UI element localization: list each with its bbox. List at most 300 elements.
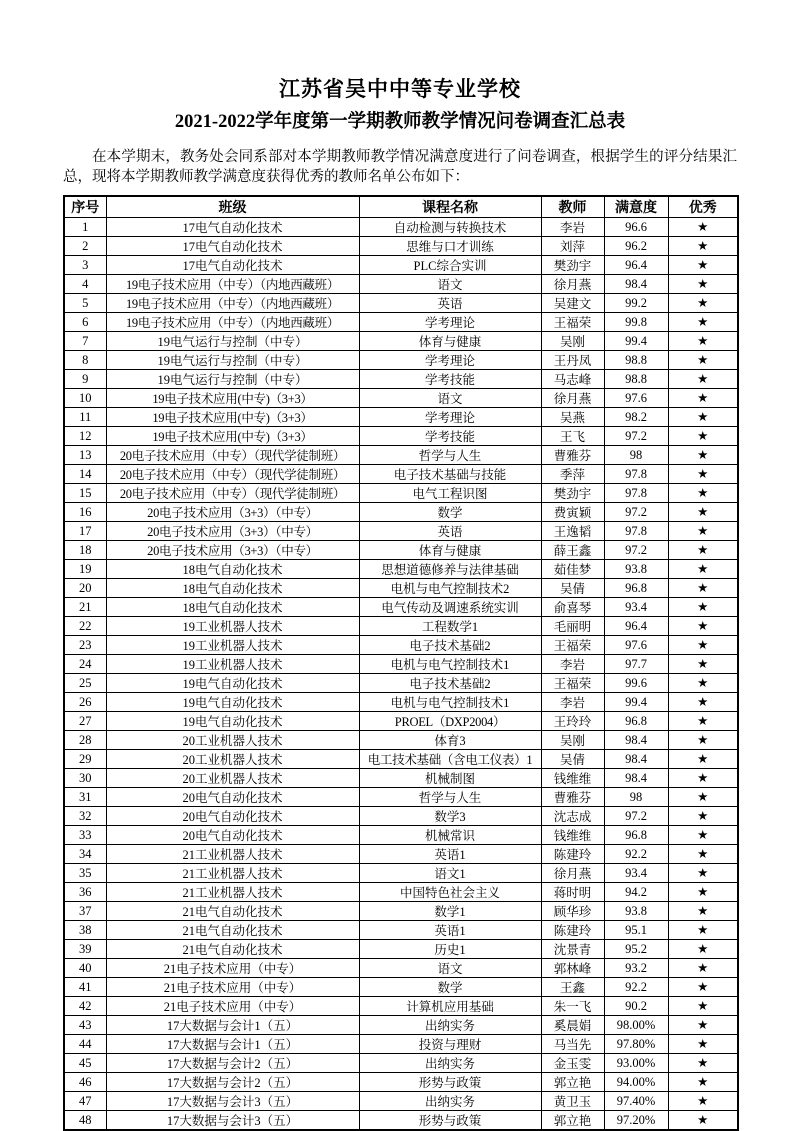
course-cell: 英语1 xyxy=(359,921,541,940)
score-cell: 98 xyxy=(604,788,668,807)
table-row xyxy=(64,351,738,370)
table-row xyxy=(64,674,738,693)
table-row xyxy=(64,332,738,351)
teacher-cell: 蒋时明 xyxy=(541,883,604,902)
class-cell: 19电气自动化技术 xyxy=(106,712,359,731)
score-cell: 96.8 xyxy=(604,712,668,731)
excellent-star: ★ xyxy=(668,446,738,465)
teacher-cell: 郭立艳 xyxy=(541,1111,604,1131)
class-cell: 19电子技术应用(中专)（3+3） xyxy=(106,427,359,446)
table-row xyxy=(64,275,738,294)
excellent-star: ★ xyxy=(668,503,738,522)
class-cell: 17大数据与会计2（五） xyxy=(106,1073,359,1092)
score-cell: 97.8 xyxy=(604,484,668,503)
excellent-star: ★ xyxy=(668,237,738,256)
excellent-star: ★ xyxy=(668,275,738,294)
score-cell: 97.20% xyxy=(604,1111,668,1131)
class-cell: 20电子技术应用（3+3）（中专） xyxy=(106,503,359,522)
table-row xyxy=(64,978,738,997)
class-cell: 19电气运行与控制（中专） xyxy=(106,351,359,370)
row-number-cell: 25 xyxy=(64,674,106,693)
excellent-star: ★ xyxy=(668,959,738,978)
row-number-cell: 1 xyxy=(64,218,106,237)
table-row xyxy=(64,1092,738,1111)
teacher-cell: 李岩 xyxy=(541,693,604,712)
row-number-cell: 15 xyxy=(64,484,106,503)
row-number-cell: 26 xyxy=(64,693,106,712)
row-number-cell: 45 xyxy=(64,1054,106,1073)
score-cell: 93.4 xyxy=(604,598,668,617)
teacher-cell: 王飞 xyxy=(541,427,604,446)
row-number-cell: 33 xyxy=(64,826,106,845)
teacher-cell: 季萍 xyxy=(541,465,604,484)
class-cell: 17大数据与会计1（五） xyxy=(106,1035,359,1054)
score-cell: 96.8 xyxy=(604,579,668,598)
table-row xyxy=(64,693,738,712)
table-row xyxy=(64,1111,738,1131)
excellent-star: ★ xyxy=(668,313,738,332)
class-cell: 17大数据与会计3（五） xyxy=(106,1111,359,1131)
score-cell: 98.2 xyxy=(604,408,668,427)
score-cell: 97.6 xyxy=(604,389,668,408)
excellent-star: ★ xyxy=(668,902,738,921)
excellent-star: ★ xyxy=(668,351,738,370)
row-number-cell: 48 xyxy=(64,1111,106,1131)
row-number-cell: 35 xyxy=(64,864,106,883)
teacher-cell: 茹佳梦 xyxy=(541,560,604,579)
course-cell: 学考技能 xyxy=(359,370,541,389)
course-cell: 英语 xyxy=(359,294,541,313)
score-cell: 99.4 xyxy=(604,332,668,351)
course-cell: 数学 xyxy=(359,978,541,997)
row-number-cell: 14 xyxy=(64,465,106,484)
teacher-cell: 王福荣 xyxy=(541,674,604,693)
row-number-cell: 17 xyxy=(64,522,106,541)
excellent-star: ★ xyxy=(668,370,738,389)
teacher-cell: 徐月燕 xyxy=(541,864,604,883)
table-row xyxy=(64,256,738,275)
score-cell: 93.4 xyxy=(604,864,668,883)
teacher-cell: 徐月燕 xyxy=(541,389,604,408)
table-row xyxy=(64,712,738,731)
teacher-cell: 黄卫玉 xyxy=(541,1092,604,1111)
excellent-star: ★ xyxy=(668,1111,738,1131)
class-cell: 19电子技术应用（中专）（内地西藏班） xyxy=(106,313,359,332)
score-cell: 98.8 xyxy=(604,370,668,389)
teacher-cell: 顾华珍 xyxy=(541,902,604,921)
header-course: 课程名称 xyxy=(359,196,541,218)
excellent-star: ★ xyxy=(668,579,738,598)
teacher-cell: 李岩 xyxy=(541,218,604,237)
table-row xyxy=(64,1035,738,1054)
excellent-star: ★ xyxy=(668,845,738,864)
excellent-star: ★ xyxy=(668,921,738,940)
table-row xyxy=(64,579,738,598)
row-number-cell: 46 xyxy=(64,1073,106,1092)
class-cell: 19电气自动化技术 xyxy=(106,674,359,693)
row-number-cell: 2 xyxy=(64,237,106,256)
course-cell: 投资与理财 xyxy=(359,1035,541,1054)
course-cell: 电工技术基础（含电工仪表）1 xyxy=(359,750,541,769)
row-number-cell: 34 xyxy=(64,845,106,864)
table-row xyxy=(64,883,738,902)
score-cell: 99.6 xyxy=(604,674,668,693)
excellent-star: ★ xyxy=(668,940,738,959)
excellent-star: ★ xyxy=(668,788,738,807)
course-cell: 哲学与人生 xyxy=(359,446,541,465)
course-cell: 电气工程识图 xyxy=(359,484,541,503)
class-cell: 17大数据与会计1（五） xyxy=(106,1016,359,1035)
excellent-star: ★ xyxy=(668,427,738,446)
table-row xyxy=(64,1073,738,1092)
class-cell: 19工业机器人技术 xyxy=(106,636,359,655)
course-cell: 数学 xyxy=(359,503,541,522)
course-cell: 英语1 xyxy=(359,845,541,864)
class-cell: 21电气自动化技术 xyxy=(106,940,359,959)
course-cell: 自动检测与转换技术 xyxy=(359,218,541,237)
table-row xyxy=(64,560,738,579)
excellent-star: ★ xyxy=(668,864,738,883)
class-cell: 19电气运行与控制（中专） xyxy=(106,370,359,389)
class-cell: 20工业机器人技术 xyxy=(106,750,359,769)
course-cell: 体育与健康 xyxy=(359,332,541,351)
course-cell: 出纳实务 xyxy=(359,1016,541,1035)
score-cell: 96.2 xyxy=(604,237,668,256)
course-cell: 语文 xyxy=(359,389,541,408)
table-row xyxy=(64,408,738,427)
teacher-cell: 马当先 xyxy=(541,1035,604,1054)
course-cell: 电机与电气控制技术1 xyxy=(359,655,541,674)
class-cell: 19电子技术应用（中专）（内地西藏班） xyxy=(106,294,359,313)
table-row xyxy=(64,427,738,446)
table-row xyxy=(64,541,738,560)
score-cell: 97.8 xyxy=(604,522,668,541)
score-cell: 97.8 xyxy=(604,465,668,484)
excellent-star: ★ xyxy=(668,294,738,313)
excellent-star: ★ xyxy=(668,997,738,1016)
excellent-star: ★ xyxy=(668,408,738,427)
teacher-cell: 吴建文 xyxy=(541,294,604,313)
table-row xyxy=(64,959,738,978)
excellent-star: ★ xyxy=(668,598,738,617)
excellent-star: ★ xyxy=(668,1016,738,1035)
score-cell: 98.4 xyxy=(604,275,668,294)
course-cell: 思想道德修养与法律基础 xyxy=(359,560,541,579)
table-row xyxy=(64,484,738,503)
course-cell: 历史1 xyxy=(359,940,541,959)
course-cell: 语文 xyxy=(359,959,541,978)
table-row xyxy=(64,465,738,484)
score-cell: 95.2 xyxy=(604,940,668,959)
excellent-star: ★ xyxy=(668,693,738,712)
score-cell: 99.2 xyxy=(604,294,668,313)
row-number-cell: 29 xyxy=(64,750,106,769)
row-number-cell: 47 xyxy=(64,1092,106,1111)
row-number-cell: 4 xyxy=(64,275,106,294)
table-row xyxy=(64,446,738,465)
score-cell: 96.8 xyxy=(604,826,668,845)
course-cell: 数学1 xyxy=(359,902,541,921)
score-cell: 97.2 xyxy=(604,807,668,826)
class-cell: 17大数据与会计2（五） xyxy=(106,1054,359,1073)
score-cell: 98.00% xyxy=(604,1016,668,1035)
row-number-cell: 18 xyxy=(64,541,106,560)
row-number-cell: 41 xyxy=(64,978,106,997)
row-number-cell: 16 xyxy=(64,503,106,522)
score-cell: 98 xyxy=(604,446,668,465)
row-number-cell: 13 xyxy=(64,446,106,465)
course-cell: 出纳实务 xyxy=(359,1054,541,1073)
teacher-cell: 费寅颖 xyxy=(541,503,604,522)
course-cell: 电机与电气控制技术2 xyxy=(359,579,541,598)
page-title: 江苏省吴中中等专业学校 xyxy=(279,77,521,101)
table-row xyxy=(64,864,738,883)
score-cell: 98.8 xyxy=(604,351,668,370)
class-cell: 20电子技术应用（中专）（现代学徒制班） xyxy=(106,446,359,465)
course-cell: 英语 xyxy=(359,522,541,541)
teacher-cell: 奚晨娟 xyxy=(541,1016,604,1035)
table-row xyxy=(64,769,738,788)
excellent-star: ★ xyxy=(668,674,738,693)
row-number-cell: 11 xyxy=(64,408,106,427)
course-cell: PROEL（DXP2004） xyxy=(359,712,541,731)
excellent-star: ★ xyxy=(668,750,738,769)
class-cell: 21工业机器人技术 xyxy=(106,845,359,864)
row-number-cell: 10 xyxy=(64,389,106,408)
table-row xyxy=(64,389,738,408)
excellent-star: ★ xyxy=(668,332,738,351)
class-cell: 20工业机器人技术 xyxy=(106,769,359,788)
score-cell: 94.2 xyxy=(604,883,668,902)
table-row xyxy=(64,503,738,522)
teacher-cell: 王福荣 xyxy=(541,636,604,655)
class-cell: 18电气自动化技术 xyxy=(106,560,359,579)
row-number-cell: 24 xyxy=(64,655,106,674)
row-number-cell: 7 xyxy=(64,332,106,351)
class-cell: 19电气运行与控制（中专） xyxy=(106,332,359,351)
score-cell: 94.00% xyxy=(604,1073,668,1092)
table-row xyxy=(64,655,738,674)
table-row xyxy=(64,997,738,1016)
class-cell: 19电气自动化技术 xyxy=(106,693,359,712)
class-cell: 20电气自动化技术 xyxy=(106,826,359,845)
row-number-cell: 27 xyxy=(64,712,106,731)
class-cell: 21工业机器人技术 xyxy=(106,864,359,883)
course-cell: 中国特色社会主义 xyxy=(359,883,541,902)
excellent-star: ★ xyxy=(668,978,738,997)
table-row xyxy=(64,1016,738,1035)
teacher-cell: 吴刚 xyxy=(541,731,604,750)
excellent-star: ★ xyxy=(668,218,738,237)
header-score: 满意度 xyxy=(604,196,668,218)
score-cell: 93.8 xyxy=(604,902,668,921)
table-row xyxy=(64,1054,738,1073)
teacher-cell: 王福荣 xyxy=(541,313,604,332)
excellent-star: ★ xyxy=(668,465,738,484)
class-cell: 19工业机器人技术 xyxy=(106,655,359,674)
course-cell: 电子技术基础2 xyxy=(359,636,541,655)
score-cell: 95.1 xyxy=(604,921,668,940)
table-row xyxy=(64,313,738,332)
teacher-cell: 王玲玲 xyxy=(541,712,604,731)
teacher-cell: 徐月燕 xyxy=(541,275,604,294)
excellent-star: ★ xyxy=(668,522,738,541)
teacher-cell: 金玉雯 xyxy=(541,1054,604,1073)
score-cell: 92.2 xyxy=(604,845,668,864)
row-number-cell: 5 xyxy=(64,294,106,313)
teacher-cell: 沈志成 xyxy=(541,807,604,826)
teacher-cell: 李岩 xyxy=(541,655,604,674)
header-class: 班级 xyxy=(106,196,359,218)
header-excellent: 优秀 xyxy=(668,196,738,218)
teacher-cell: 钱维维 xyxy=(541,769,604,788)
class-cell: 20电气自动化技术 xyxy=(106,807,359,826)
table-row xyxy=(64,598,738,617)
class-cell: 21电子技术应用（中专） xyxy=(106,997,359,1016)
course-cell: 思维与口才训练 xyxy=(359,237,541,256)
excellent-star: ★ xyxy=(668,256,738,275)
score-cell: 97.2 xyxy=(604,541,668,560)
score-cell: 97.7 xyxy=(604,655,668,674)
teacher-cell: 陈建玲 xyxy=(541,921,604,940)
class-cell: 21电气自动化技术 xyxy=(106,902,359,921)
row-number-cell: 20 xyxy=(64,579,106,598)
teacher-cell: 吴倩 xyxy=(541,750,604,769)
score-cell: 98.4 xyxy=(604,769,668,788)
course-cell: 学考技能 xyxy=(359,427,541,446)
row-number-cell: 31 xyxy=(64,788,106,807)
class-cell: 21电子技术应用（中专） xyxy=(106,959,359,978)
course-cell: 体育3 xyxy=(359,731,541,750)
score-cell: 97.2 xyxy=(604,427,668,446)
course-cell: 机械制图 xyxy=(359,769,541,788)
course-cell: 形势与政策 xyxy=(359,1111,541,1131)
teacher-cell: 钱维维 xyxy=(541,826,604,845)
table-row xyxy=(64,750,738,769)
class-cell: 21电气自动化技术 xyxy=(106,921,359,940)
excellent-star: ★ xyxy=(668,484,738,503)
table-row xyxy=(64,522,738,541)
teacher-cell: 俞喜琴 xyxy=(541,598,604,617)
table-row xyxy=(64,218,738,237)
row-number-cell: 44 xyxy=(64,1035,106,1054)
excellent-star: ★ xyxy=(668,712,738,731)
table-row xyxy=(64,902,738,921)
teacher-cell: 樊劲宇 xyxy=(541,256,604,275)
row-number-cell: 21 xyxy=(64,598,106,617)
teacher-cell: 吴刚 xyxy=(541,332,604,351)
results-table xyxy=(63,195,739,1131)
results-table-body xyxy=(64,218,738,1131)
score-cell: 96.4 xyxy=(604,617,668,636)
score-cell: 97.40% xyxy=(604,1092,668,1111)
class-cell: 18电气自动化技术 xyxy=(106,598,359,617)
course-cell: 数学3 xyxy=(359,807,541,826)
row-number-cell: 43 xyxy=(64,1016,106,1035)
page-subtitle: 2021-2022学年度第一学期教师教学情况问卷调查汇总表 xyxy=(174,112,626,132)
row-number-cell: 36 xyxy=(64,883,106,902)
header-row xyxy=(64,196,738,218)
table-row xyxy=(64,826,738,845)
row-number-cell: 39 xyxy=(64,940,106,959)
class-cell: 20电子技术应用（3+3）（中专） xyxy=(106,522,359,541)
table-row xyxy=(64,617,738,636)
class-cell: 17电气自动化技术 xyxy=(106,237,359,256)
excellent-star: ★ xyxy=(668,636,738,655)
course-cell: 出纳实务 xyxy=(359,1092,541,1111)
table-row xyxy=(64,940,738,959)
table-row xyxy=(64,636,738,655)
teacher-cell: 王丹凤 xyxy=(541,351,604,370)
excellent-star: ★ xyxy=(668,560,738,579)
table-row xyxy=(64,237,738,256)
course-cell: 哲学与人生 xyxy=(359,788,541,807)
course-cell: PLC综合实训 xyxy=(359,256,541,275)
class-cell: 20电子技术应用（中专）（现代学徒制班） xyxy=(106,465,359,484)
teacher-cell: 郭立艳 xyxy=(541,1073,604,1092)
class-cell: 20电子技术应用（3+3）（中专） xyxy=(106,541,359,560)
excellent-star: ★ xyxy=(668,826,738,845)
table-row xyxy=(64,845,738,864)
score-cell: 99.4 xyxy=(604,693,668,712)
excellent-star: ★ xyxy=(668,389,738,408)
teacher-cell: 朱一飞 xyxy=(541,997,604,1016)
course-cell: 电子技术基础2 xyxy=(359,674,541,693)
course-cell: 计算机应用基础 xyxy=(359,997,541,1016)
teacher-cell: 马志峰 xyxy=(541,370,604,389)
score-cell: 98.4 xyxy=(604,731,668,750)
class-cell: 19电子技术应用(中专)（3+3） xyxy=(106,408,359,427)
course-cell: 电气传动及调速系统实训 xyxy=(359,598,541,617)
teacher-cell: 王逸韬 xyxy=(541,522,604,541)
score-cell: 99.8 xyxy=(604,313,668,332)
class-cell: 18电气自动化技术 xyxy=(106,579,359,598)
row-number-cell: 40 xyxy=(64,959,106,978)
table-row xyxy=(64,807,738,826)
course-cell: 学考理论 xyxy=(359,313,541,332)
excellent-star: ★ xyxy=(668,731,738,750)
class-cell: 20电子技术应用（中专）（现代学徒制班） xyxy=(106,484,359,503)
row-number-cell: 8 xyxy=(64,351,106,370)
row-number-cell: 22 xyxy=(64,617,106,636)
course-cell: 机械常识 xyxy=(359,826,541,845)
score-cell: 93.8 xyxy=(604,560,668,579)
class-cell: 19工业机器人技术 xyxy=(106,617,359,636)
class-cell: 21工业机器人技术 xyxy=(106,883,359,902)
class-cell: 17大数据与会计3（五） xyxy=(106,1092,359,1111)
class-cell: 17电气自动化技术 xyxy=(106,218,359,237)
excellent-star: ★ xyxy=(668,617,738,636)
header-teacher: 教师 xyxy=(541,196,604,218)
score-cell: 93.2 xyxy=(604,959,668,978)
class-cell: 19电子技术应用(中专)（3+3） xyxy=(106,389,359,408)
teacher-cell: 樊劲宇 xyxy=(541,484,604,503)
table-row xyxy=(64,294,738,313)
course-cell: 电机与电气控制技术1 xyxy=(359,693,541,712)
document-content xyxy=(63,76,737,1131)
table-row xyxy=(64,788,738,807)
results-table-header xyxy=(64,196,738,218)
teacher-cell: 沈景青 xyxy=(541,940,604,959)
teacher-cell: 陈建玲 xyxy=(541,845,604,864)
score-cell: 97.80% xyxy=(604,1035,668,1054)
course-cell: 学考理论 xyxy=(359,408,541,427)
score-cell: 97.6 xyxy=(604,636,668,655)
teacher-cell: 吴燕 xyxy=(541,408,604,427)
score-cell: 93.00% xyxy=(604,1054,668,1073)
class-cell: 20电气自动化技术 xyxy=(106,788,359,807)
class-cell: 17电气自动化技术 xyxy=(106,256,359,275)
